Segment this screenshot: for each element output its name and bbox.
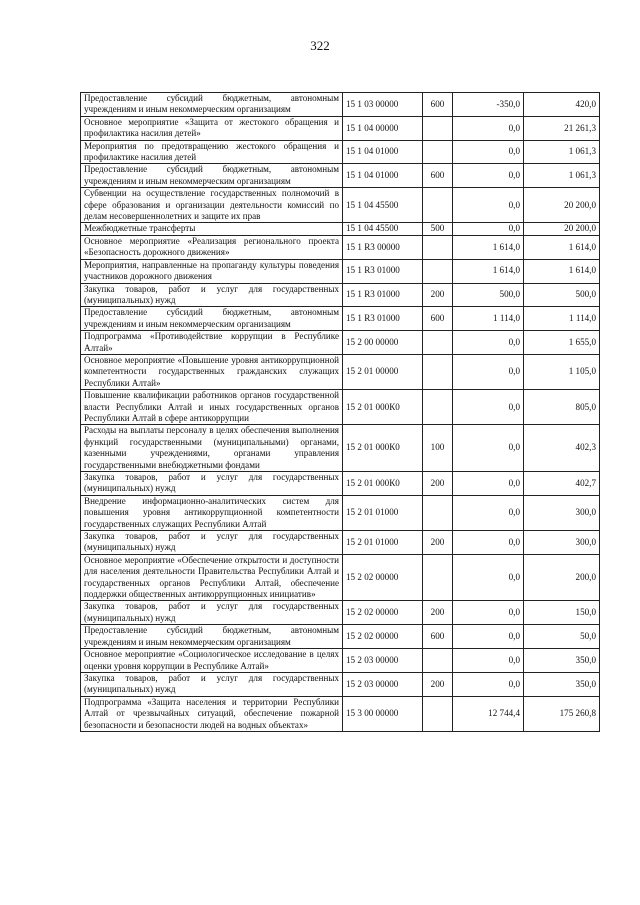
amount-change-cell: 0,0 xyxy=(453,625,524,649)
budget-code-cell: 15 2 00 00000 xyxy=(343,331,423,355)
item-name-cell: Основное мероприятие «Реализация регионального проекта «Безопасность дорожного движения» xyxy=(81,235,343,259)
amount-change-cell: 0,0 xyxy=(453,331,524,355)
item-name-cell: Основное мероприятие «Обеспечение открытости и доступности для населения деятельности Правительства Республики Алтай и государственных органов Республики Алтай, обеспечение поддержки общественных антикоррупционных инициатив» xyxy=(81,554,343,601)
budget-code-cell: 15 1 04 01000 xyxy=(343,140,423,164)
expense-type-cell xyxy=(423,188,453,223)
amount-total-cell: 350,0 xyxy=(524,672,600,696)
budget-code-cell: 15 1 R3 01000 xyxy=(343,307,423,331)
expense-type-cell: 600 xyxy=(423,307,453,331)
amount-total-cell: 300,0 xyxy=(524,531,600,555)
amount-total-cell: 500,0 xyxy=(524,283,600,307)
table-row xyxy=(81,472,600,496)
item-name-cell: Расходы на выплаты персоналу в целях обеспечения выполнения функций государственными (муниципальными) органами, казенными учреждениями, органами управления государственными внебюджетными фондами xyxy=(81,425,343,472)
item-name-cell: Мероприятия, направленные на пропаганду культуры поведения участников дорожного движения xyxy=(81,259,343,283)
table-row xyxy=(81,390,600,425)
budget-code-cell: 15 2 01 000К0 xyxy=(343,472,423,496)
amount-total-cell: 21 261,3 xyxy=(524,116,600,140)
amount-change-cell: 0,0 xyxy=(453,495,524,530)
budget-code-cell: 15 2 03 00000 xyxy=(343,649,423,673)
amount-change-cell: 1 614,0 xyxy=(453,235,524,259)
budget-code-cell: 15 2 01 01000 xyxy=(343,495,423,530)
expense-type-cell xyxy=(423,116,453,140)
budget-code-cell: 15 1 04 45500 xyxy=(343,223,423,235)
amount-total-cell: 1 614,0 xyxy=(524,235,600,259)
item-name-cell: Предоставление субсидий бюджетным, автономным учреждениям и иным некоммерческим организациям xyxy=(81,93,343,117)
amount-total-cell: 350,0 xyxy=(524,649,600,673)
amount-change-cell: -350,0 xyxy=(453,93,524,117)
amount-change-cell: 500,0 xyxy=(453,283,524,307)
amount-change-cell: 0,0 xyxy=(453,672,524,696)
budget-code-cell: 15 2 02 00000 xyxy=(343,625,423,649)
expense-type-cell xyxy=(423,649,453,673)
budget-code-cell: 15 2 02 00000 xyxy=(343,601,423,625)
amount-total-cell: 402,7 xyxy=(524,472,600,496)
amount-total-cell: 1 061,3 xyxy=(524,164,600,188)
table-row xyxy=(81,331,600,355)
table-row xyxy=(81,259,600,283)
amount-total-cell: 1 614,0 xyxy=(524,259,600,283)
budget-code-cell: 15 2 02 00000 xyxy=(343,554,423,601)
expense-type-cell xyxy=(423,354,453,389)
table-row xyxy=(81,354,600,389)
table-row xyxy=(81,601,600,625)
budget-code-cell: 15 1 R3 01000 xyxy=(343,259,423,283)
table-row xyxy=(81,235,600,259)
amount-total-cell: 1 105,0 xyxy=(524,354,600,389)
item-name-cell: Подпрограмма «Противодействие коррупции в Республике Алтай» xyxy=(81,331,343,355)
amount-total-cell: 420,0 xyxy=(524,93,600,117)
amount-change-cell: 0,0 xyxy=(453,188,524,223)
item-name-cell: Субвенции на осуществление государственных полномочий в сфере образования и организации деятельности комиссий по делам несовершеннолетних и защите их прав xyxy=(81,188,343,223)
item-name-cell: Основное мероприятие «Повышение уровня антикоррупционной компетентности государственных гражданских служащих Республики Алтай» xyxy=(81,354,343,389)
item-name-cell: Закупка товаров, работ и услуг для государственных (муниципальных) нужд xyxy=(81,672,343,696)
page-number: 322 xyxy=(310,38,330,53)
expense-type-cell: 600 xyxy=(423,625,453,649)
table-row xyxy=(81,116,600,140)
item-name-cell: Закупка товаров, работ и услуг для государственных (муниципальных) нужд xyxy=(81,601,343,625)
amount-change-cell: 0,0 xyxy=(453,649,524,673)
table-row xyxy=(81,283,600,307)
item-name-cell: Предоставление субсидий бюджетным, автономным учреждениям и иным некоммерческим организациям xyxy=(81,625,343,649)
item-name-cell: Закупка товаров, работ и услуг для государственных (муниципальных) нужд xyxy=(81,283,343,307)
table-row xyxy=(81,649,600,673)
budget-code-cell: 15 1 03 00000 xyxy=(343,93,423,117)
budget-code-cell: 15 2 01 01000 xyxy=(343,531,423,555)
amount-total-cell: 805,0 xyxy=(524,390,600,425)
item-name-cell: Закупка товаров, работ и услуг для государственных (муниципальных) нужд xyxy=(81,472,343,496)
table-row xyxy=(81,696,600,731)
budget-code-cell: 15 3 00 00000 xyxy=(343,696,423,731)
amount-total-cell: 150,0 xyxy=(524,601,600,625)
amount-total-cell: 200,0 xyxy=(524,554,600,601)
table-row xyxy=(81,425,600,472)
expense-type-cell xyxy=(423,259,453,283)
amount-change-cell: 0,0 xyxy=(453,223,524,235)
item-name-cell: Предоставление субсидий бюджетным, автономным учреждениям и иным некоммерческим организациям xyxy=(81,164,343,188)
amount-change-cell: 0,0 xyxy=(453,354,524,389)
amount-total-cell: 1 655,0 xyxy=(524,331,600,355)
amount-change-cell: 1 614,0 xyxy=(453,259,524,283)
table-row xyxy=(81,164,600,188)
amount-total-cell: 300,0 xyxy=(524,495,600,530)
amount-change-cell: 0,0 xyxy=(453,390,524,425)
item-name-cell: Подпрограмма «Защита населения и территории Республики Алтай от чрезвычайных ситуаций, обеспечение пожарной безопасности и безопасности людей на водных объектах» xyxy=(81,696,343,731)
item-name-cell: Межбюджетные трансферты xyxy=(81,223,343,235)
amount-total-cell: 1 114,0 xyxy=(524,307,600,331)
expense-type-cell xyxy=(423,390,453,425)
amount-change-cell: 0,0 xyxy=(453,164,524,188)
item-name-cell: Предоставление субсидий бюджетным, автономным учреждениям и иным некоммерческим организациям xyxy=(81,307,343,331)
expense-type-cell: 100 xyxy=(423,425,453,472)
amount-change-cell: 0,0 xyxy=(453,601,524,625)
item-name-cell: Мероприятия по предотвращению жестокого обращения и профилактике насилия детей xyxy=(81,140,343,164)
amount-change-cell: 0,0 xyxy=(453,472,524,496)
expense-type-cell: 600 xyxy=(423,93,453,117)
amount-total-cell: 20 200,0 xyxy=(524,188,600,223)
amount-change-cell: 0,0 xyxy=(453,554,524,601)
table-row xyxy=(81,495,600,530)
amount-total-cell: 402,3 xyxy=(524,425,600,472)
item-name-cell: Повышение квалификации работников органов государственной власти Республики Алтай и иных государственных органов Республики Алтай в сфере антикоррупции xyxy=(81,390,343,425)
amount-change-cell: 0,0 xyxy=(453,531,524,555)
budget-table xyxy=(80,92,600,732)
budget-code-cell: 15 1 04 01000 xyxy=(343,164,423,188)
amount-total-cell: 20 200,0 xyxy=(524,223,600,235)
table-row xyxy=(81,625,600,649)
table-row xyxy=(81,188,600,223)
expense-type-cell xyxy=(423,235,453,259)
expense-type-cell: 500 xyxy=(423,223,453,235)
expense-type-cell: 200 xyxy=(423,531,453,555)
table-row xyxy=(81,554,600,601)
expense-type-cell: 200 xyxy=(423,601,453,625)
table-row xyxy=(81,223,600,235)
table-row xyxy=(81,672,600,696)
table-row xyxy=(81,531,600,555)
item-name-cell: Закупка товаров, работ и услуг для государственных (муниципальных) нужд xyxy=(81,531,343,555)
expense-type-cell xyxy=(423,140,453,164)
budget-code-cell: 15 2 01 00000 xyxy=(343,354,423,389)
budget-code-cell: 15 1 04 45500 xyxy=(343,188,423,223)
expense-type-cell xyxy=(423,495,453,530)
budget-code-cell: 15 1 R3 01000 xyxy=(343,283,423,307)
item-name-cell: Основное мероприятие «Защита от жестокого обращения и профилактика насилия детей» xyxy=(81,116,343,140)
amount-change-cell: 0,0 xyxy=(453,140,524,164)
item-name-cell: Внедрение информационно-аналитических систем для повышения уровня антикоррупционной компетентности государственных служащих Республики Алтай xyxy=(81,495,343,530)
amount-change-cell: 12 744,4 xyxy=(453,696,524,731)
budget-code-cell: 15 2 01 000К0 xyxy=(343,390,423,425)
item-name-cell: Основное мероприятие «Социологическое исследование в целях оценки уровня коррупции в Республике Алтай» xyxy=(81,649,343,673)
table-row xyxy=(81,93,600,117)
expense-type-cell xyxy=(423,331,453,355)
amount-total-cell: 1 061,3 xyxy=(524,140,600,164)
budget-table-body xyxy=(81,93,600,732)
expense-type-cell xyxy=(423,554,453,601)
table-row xyxy=(81,140,600,164)
budget-code-cell: 15 2 03 00000 xyxy=(343,672,423,696)
amount-total-cell: 175 260,8 xyxy=(524,696,600,731)
amount-change-cell: 1 114,0 xyxy=(453,307,524,331)
budget-code-cell: 15 1 R3 00000 xyxy=(343,235,423,259)
expense-type-cell: 200 xyxy=(423,472,453,496)
budget-code-cell: 15 2 01 000К0 xyxy=(343,425,423,472)
amount-change-cell: 0,0 xyxy=(453,116,524,140)
expense-type-cell: 600 xyxy=(423,164,453,188)
expense-type-cell: 200 xyxy=(423,283,453,307)
amount-total-cell: 50,0 xyxy=(524,625,600,649)
expense-type-cell xyxy=(423,696,453,731)
expense-type-cell: 200 xyxy=(423,672,453,696)
budget-code-cell: 15 1 04 00000 xyxy=(343,116,423,140)
amount-change-cell: 0,0 xyxy=(453,425,524,472)
table-row xyxy=(81,307,600,331)
